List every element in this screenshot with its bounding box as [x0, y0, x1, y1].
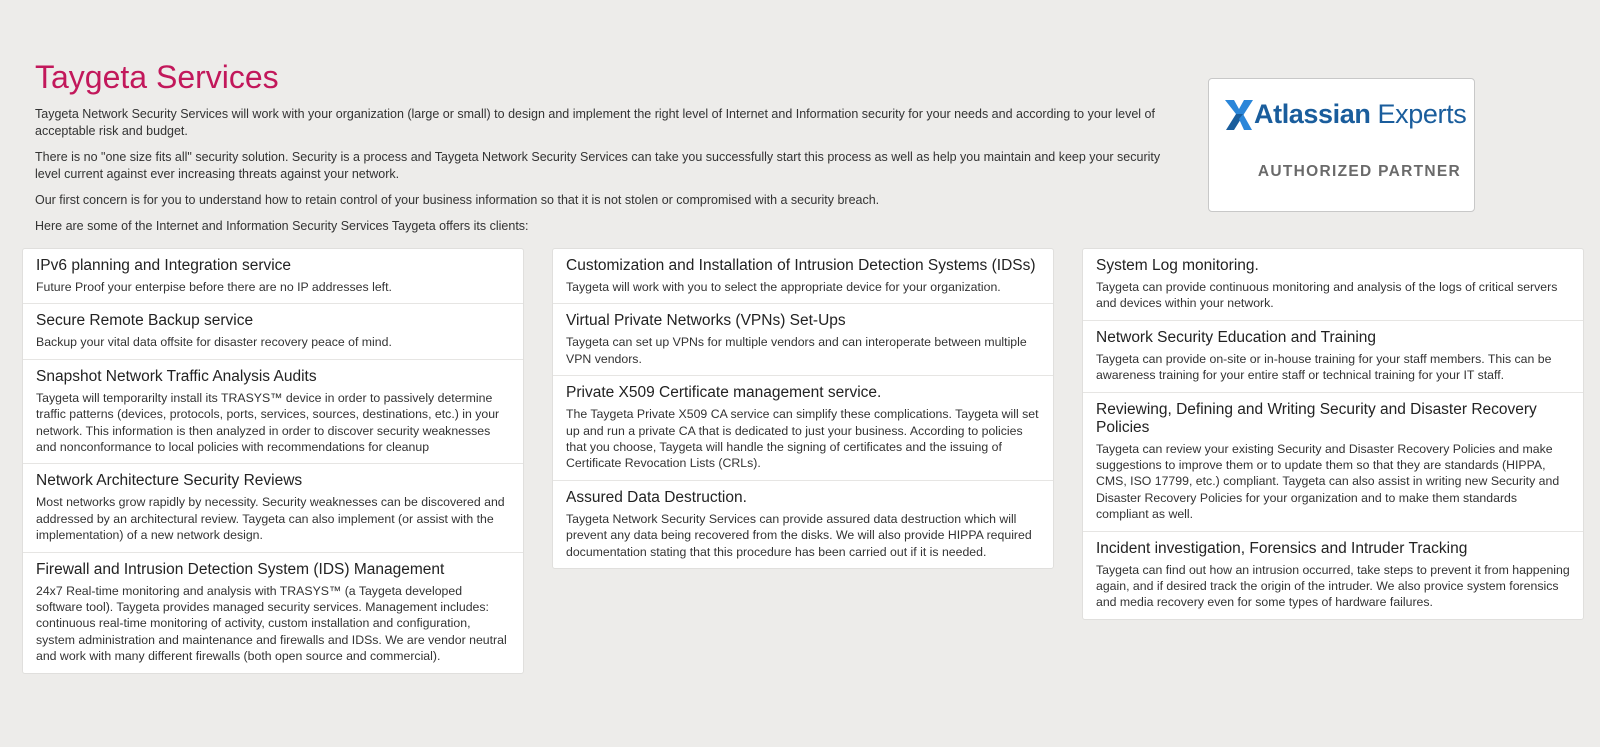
services-column-3 — [1082, 248, 1584, 620]
brand-name — [1254, 99, 1466, 130]
atlassian-logo-icon — [1223, 97, 1255, 131]
service-x509-certificates — [553, 375, 1053, 480]
service-log-monitoring — [1083, 249, 1583, 320]
services-column-2 — [552, 248, 1054, 569]
service-title: Private X509 Certificate management service. — [566, 384, 882, 402]
intro-paragraph: There is no "one size fits all" security solution. Security is a process and Taygeta Network Security Services can take you successfully start this process as well as help you maintain and keep your security level current against ever increasing threats against your network. — [35, 150, 1161, 181]
brand-name-bold: Atlassian — [1254, 98, 1371, 129]
intro-paragraph: Here are some of the Internet and Information Security Services Taygeta offers its clients: — [35, 219, 529, 233]
service-data-destruction — [553, 480, 1053, 568]
service-description: Taygeta can provide on-site or in-house training for your staff members. This can be awareness training for your entire staff or technical training for your IT staff. — [1096, 351, 1552, 383]
atlassian-experts-logo — [1223, 97, 1466, 131]
service-description: Taygeta Network Security Services can provide assured data destruction which will prevent any data being recovered from the disks. We will also provide HIPPA required documentation stating that this procedure has been carried out if it is needed. — [566, 511, 1032, 559]
service-description: Taygeta can provide continuous monitoring and analysis of the logs of critical servers and devices within your network. — [1096, 280, 1558, 311]
service-description: Backup your vital data offsite for disaster recovery peace of mind. — [36, 335, 392, 350]
service-ipv6-planning — [23, 249, 523, 303]
service-description: Most networks grow rapidly by necessity. Security weaknesses can be discovered and addressed by an architectural review. Taygeta can also implement (or assist with the implementation) of a new network design. — [36, 495, 505, 543]
service-title: Network Security Education and Training — [1096, 328, 1377, 346]
service-firewall-ids — [23, 552, 523, 673]
service-remote-backup — [23, 303, 523, 358]
service-title: IPv6 planning and Integration service — [36, 257, 292, 274]
service-security-training — [1083, 320, 1583, 392]
brand-name-light: Experts — [1370, 98, 1467, 129]
intro-paragraph: Our first concern is for you to understand how to retain control of your business information so that it is not stolen or compromised with a security breach. — [35, 193, 880, 207]
service-ids-installation — [553, 249, 1053, 303]
service-description: Taygeta will temporarilty install its TRASYS™ device in order to passively determine traffic patterns (devices, protocols, ports, services, sources, destinations, etc.) in your network. This information is then analyzed in order to discover security weaknesses and nonconformance to local policies with recommendations for cleanup — [36, 390, 500, 455]
service-incident-investigation — [1083, 531, 1583, 619]
service-description: 24x7 Real-time monitoring and analysis with TRASYS™ (a Taygeta developed software tool). Taygeta provides managed security services. Management includes: continuous real-time monitoring of activity, custom installation and configuration, system administration and maintenance and firewalls and IDSs. We are vendor neutral and work with many different firewalls (both open source and commercial). — [36, 583, 507, 664]
service-title: Firewall and Intrusion Detection System (IDS) Management — [36, 560, 445, 578]
service-title: Secure Remote Backup service — [36, 312, 254, 330]
service-security-policies — [1083, 392, 1583, 531]
atlassian-partner-badge[interactable] — [1208, 78, 1475, 212]
page-title: Taygeta Services — [35, 59, 279, 95]
intro-paragraph: Taygeta Network Security Services will work with your organization (large or small) to design and implement the right level of Internet and Information security for your needs and according to your level of acceptable risk and budget. — [35, 107, 1155, 138]
service-description: Future Proof your enterpise before there are no IP addresses left. — [36, 280, 392, 294]
service-description: Taygeta will work with you to select the appropriate device for your organization. — [566, 280, 1001, 294]
service-title: Reviewing, Defining and Writing Security and Disaster Recovery Policies — [1096, 400, 1537, 436]
service-traffic-analysis — [23, 359, 523, 464]
service-title: Virtual Private Networks (VPNs) Set-Ups — [566, 312, 846, 330]
service-title: Snapshot Network Traffic Analysis Audits — [36, 367, 317, 385]
service-vpn-setup — [553, 303, 1053, 375]
service-title: Assured Data Destruction. — [566, 488, 747, 506]
service-title: Customization and Installation of Intrusion Detection Systems (IDSs) — [566, 257, 1036, 274]
service-architecture-reviews — [23, 463, 523, 551]
authorized-partner-label: AUTHORIZED PARTNER — [1257, 163, 1461, 180]
service-title: System Log monitoring. — [1096, 257, 1259, 274]
service-description: Taygeta can find out how an intrusion occurred, take steps to prevent it from happening again, and if desired track the origin of the intruder. We also provice system forensics and media recovery even for some types of hardware failures. — [1096, 562, 1570, 610]
intro-section — [35, 58, 1175, 244]
services-column-1 — [22, 248, 524, 674]
service-title: Incident investigation, Forensics and Intruder Tracking — [1096, 539, 1468, 557]
service-description: Taygeta can set up VPNs for multiple vendors and can interoperate between multiple VPN vendors. — [566, 335, 1027, 366]
service-description: The Taygeta Private X509 CA service can simplify these complications. Taygeta will set up and run a private CA that is dedicated to just your business. According to policies that you choose, Taygeta will handle the signing of certificates and the issuing of Certificate Revocation Lists (CRLs). — [566, 407, 1039, 471]
service-title: Network Architecture Security Reviews — [36, 472, 303, 490]
service-description: Taygeta can review your existing Security and Disaster Recovery Policies and make suggestions to improve them or to update them so that they are standards (HIPPA, CMS, ISO 17799, etc.) compliant. Taygeta can also assist in writing new Security and Disaster Recovery Policies for your organization and to make them standards compliant as well. — [1096, 441, 1560, 522]
